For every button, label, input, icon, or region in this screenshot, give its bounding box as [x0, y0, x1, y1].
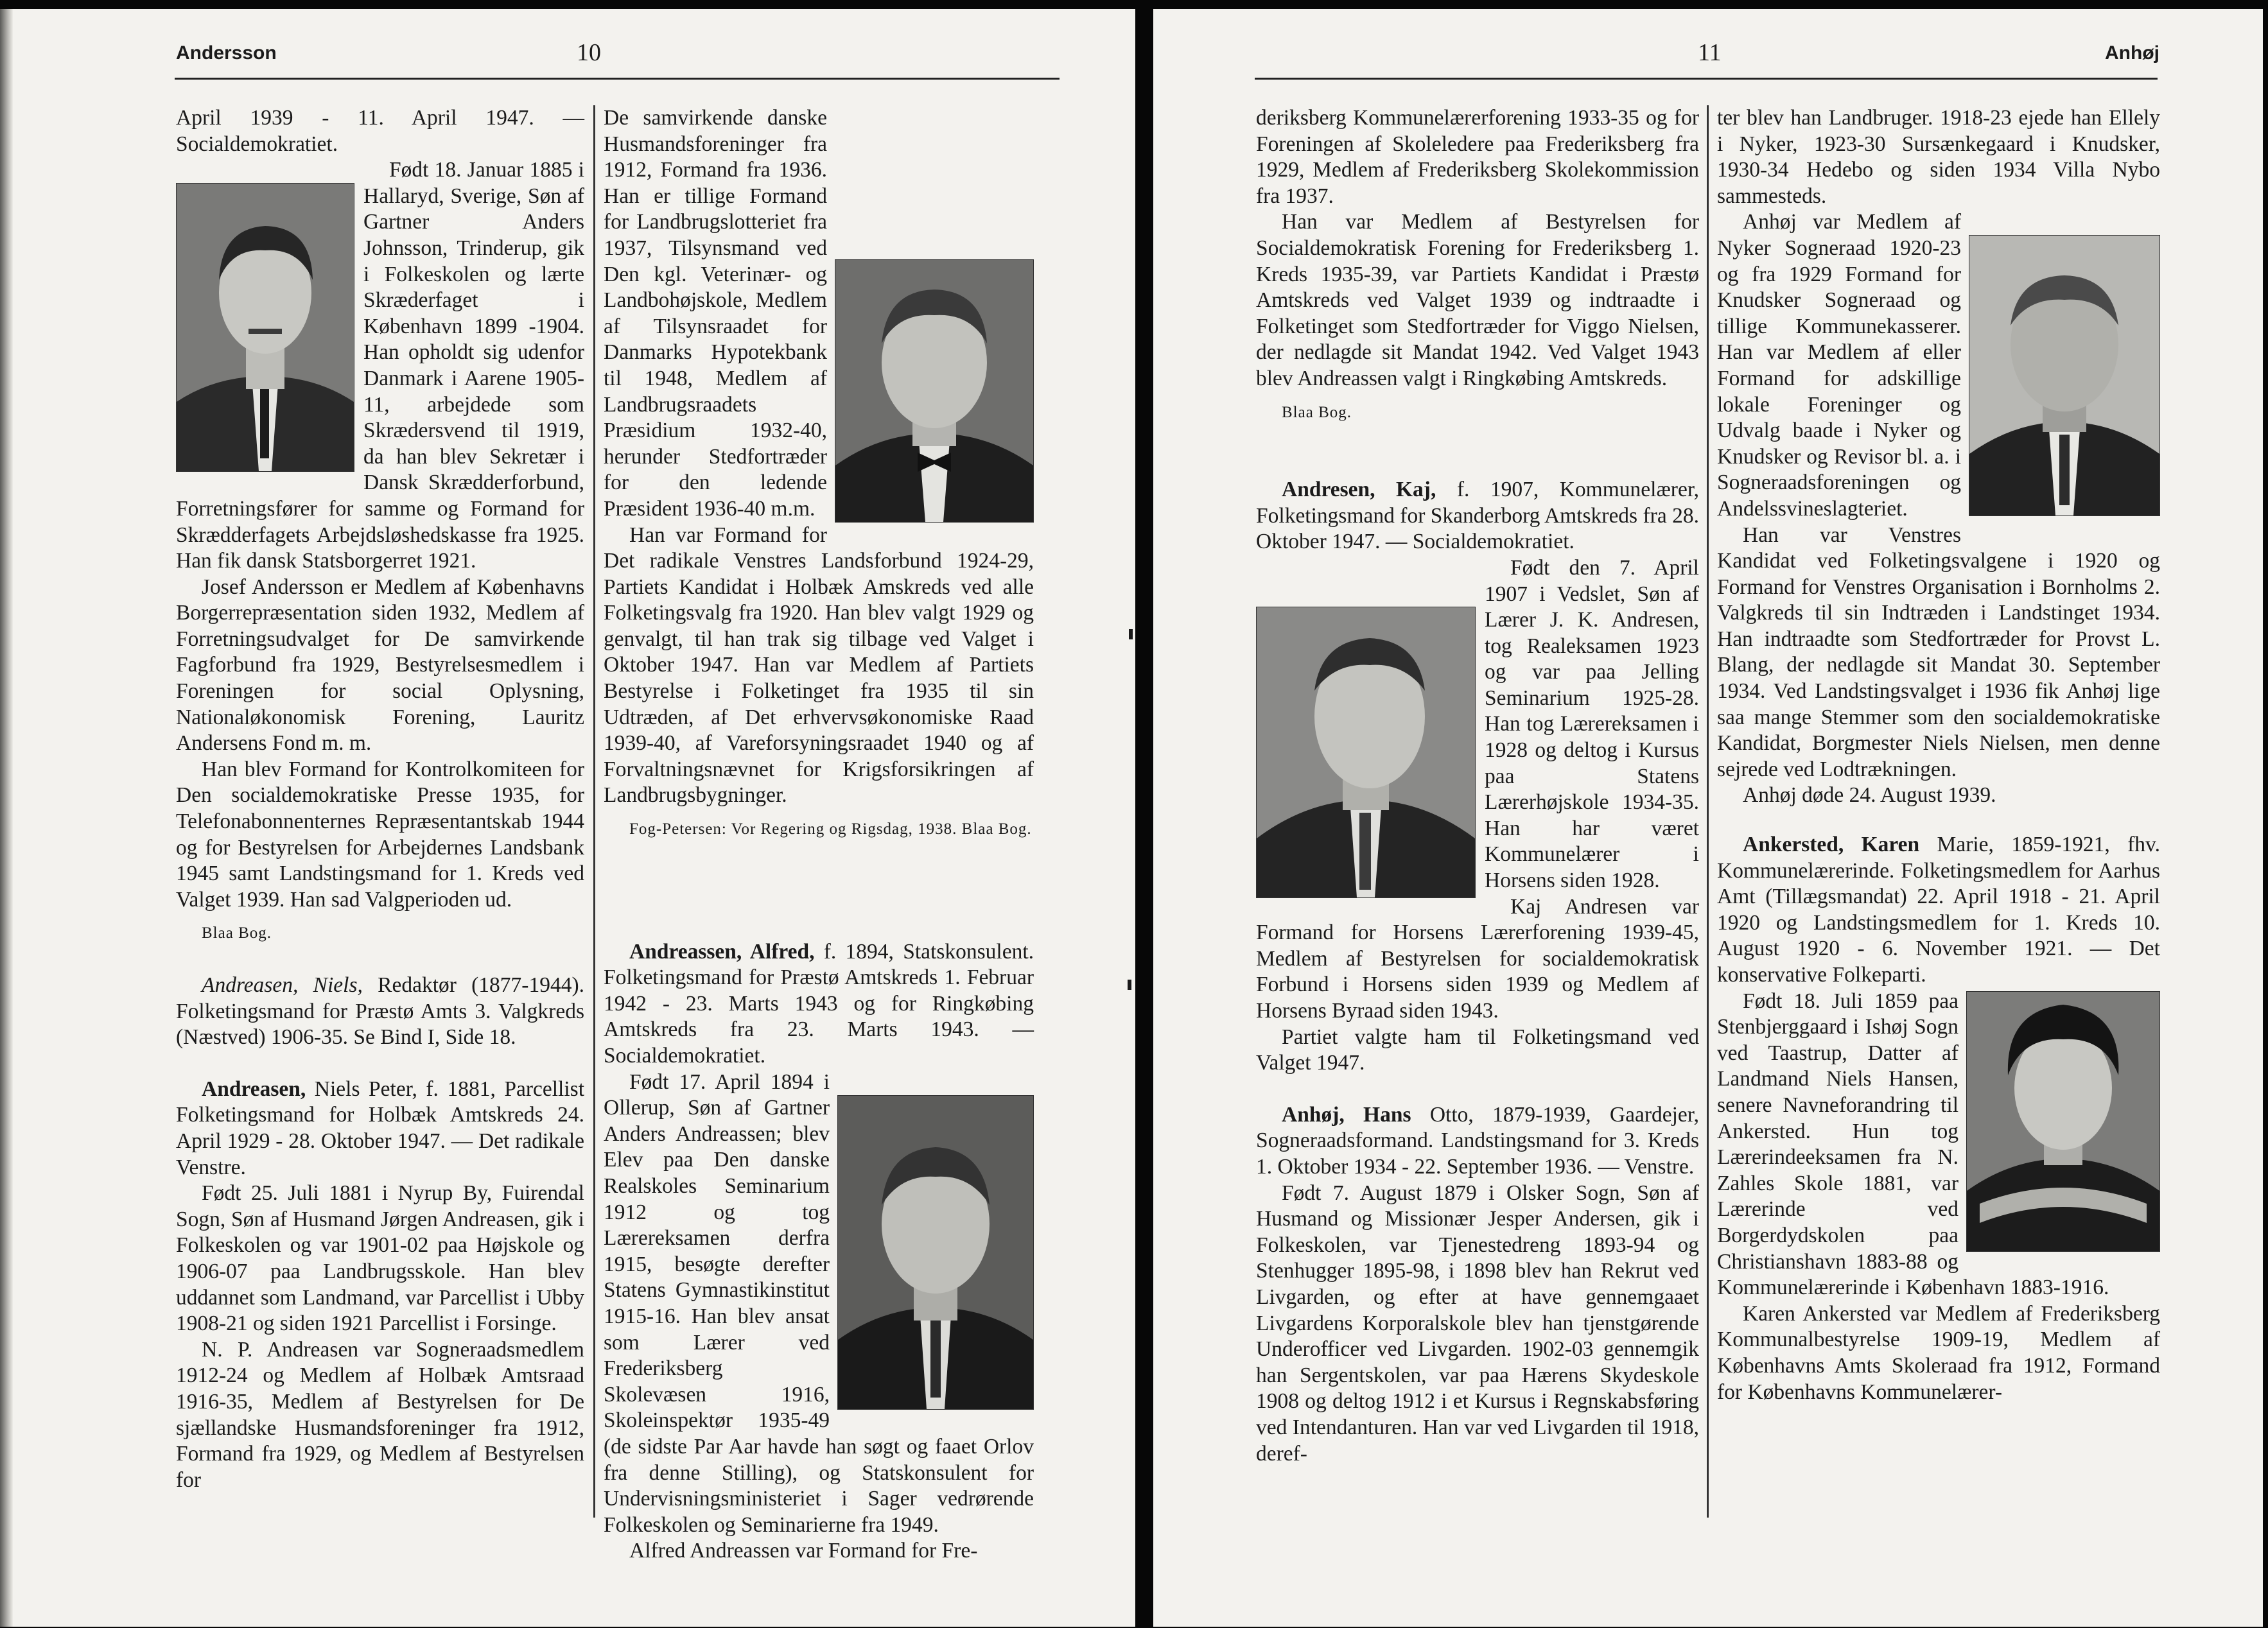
entry-summary: Redaktør (1877-1944). Folketingsmand for Præstø Amts 3. Valgkreds (Næstved) 1906-35. Se Bind I, Side 18. — [176, 973, 584, 1050]
source-note: Blaa Bog. — [202, 924, 272, 942]
left-page — [0, 9, 1135, 1627]
column-divider — [593, 105, 595, 1518]
paragraph: Født 17. April 1894 i Ollerup, Søn af Gartner Anders Andreassen; blev Elev paa Den danske Realskoles Seminarium 1912 og tog Lærereksamen derfra 1915, besøgte derefter Statens Gymnastikinstitut 1915-16. Han blev ansat som Lærer ved Frederiksberg Skolevæsen 1916, Skoleinspektør 1935-49 (de sidste Par Aar havde han søgt og faaet Orlov fra denne Stilling), og Statskonsulent for Undervisningsministeriet i Sager vedrørende Folkeskolen og Seminarierne fra 1949. — [604, 1069, 1034, 1537]
page-number-right: 11 — [1698, 39, 1722, 66]
paragraph: Partiet valgte ham til Folketingsmand ved Valget 1947. — [1256, 1025, 1699, 1075]
running-header-left: Andersson — [176, 42, 277, 64]
paragraph: Anhøj var Medlem af Nyker Sogneraad 1920-23 og fra 1929 Formand for Knudsker Sogneraad og tillige Kommunekasserer. Han var Medlem af eller Formand for adskillige lokale Foreninger og Udvalg baade i Nyker og Knudsker og Revisor bl. a. i Sogneraadsforeningen og Andelssvineslagteriet. — [1717, 210, 1961, 521]
portrait-photo-niels-peter-andreasen — [835, 259, 1034, 523]
paragraph: Kaj Andresen var Formand for Horsens Lærerforening 1939-45, Medlem af Bestyrelsen for socialdemokratisk Forbund i Horsens siden 1939 og Medlem af Horsens Byraad siden 1943. — [1256, 894, 1699, 1023]
paragraph: Alfred Andreassen var Formand for Fre- — [629, 1539, 978, 1563]
column-divider — [1707, 105, 1709, 1518]
right-page — [1153, 9, 2263, 1627]
entry-name: Anhøj, Hans — [1282, 1102, 1411, 1127]
paragraph: N. P. Andreasen var Sogneraadsmedlem 1912-24 og Medlem af Holbæk Amtsraad 1916-35, Medlem af Bestyrelsen for De sjællandske Husmandsforeninger fra 1912, Formand fra 1929, og Medlem af Bestyrelsen for — [176, 1337, 584, 1492]
entry-name: Andreasen, Niels, — [202, 973, 363, 997]
left-column-1 — [176, 105, 584, 1493]
source-note: Blaa Bog. — [1282, 403, 1352, 421]
paragraph: ter blev han Landbruger. 1918-23 ejede han Ellely i Nyker, 1923-30 Sursænkegaard i Knudsker, 1930-34 Hedebo og siden 1934 Villa Nybo sammesteds. — [1717, 106, 2160, 208]
running-header-right: Anhøj — [2105, 42, 2159, 64]
paragraph: Han var Formand for Det radikale Venstres Landsforbund 1924-29, Partiets Kandidat i Holbæk Amskreds ved alle Folketingsvalg fra 1920. Han blev valgt 1929 og genvalgt, til han trak sig tilbage ved Valget i Oktober 1947. Han var Medlem af Partiets Bestyrelse i Folketinget fra 1935 til sin Udtræden, af Det erhvervsøkonomiske Raad 1939-40, af Vareforsyningsraadet 1940 og af Forvaltningsnævnet for Krigsforsikringen af Landbrugsbygninger. — [604, 523, 1034, 808]
paragraph: deriksberg Kommunelærerforening 1933-35 og for Foreningen af Skoleledere paa Frederiksberg fra 1929, Medlem af Frederiksberg Skolekommission fra 1937. — [1256, 106, 1699, 208]
paragraph: Født den 7. April 1907 i Vedslet, Søn af Lærer J. K. Andresen, tog Realeksamen 1923 og var paa Jelling Seminarium 1925-28. Han tog Lærereksamen i 1928 og deltog i Kursus paa Statens Lærerhøjskole 1934-35. Han har været Kommunelærer i Horsens siden 1928. — [1485, 555, 1699, 893]
paragraph: Han var Venstres Kandidat ved Folketingsvalgene i 1920 og Formand for Venstres Organisation i Bornholms 2. Valgkreds til sin Indtræden i Landstinget 1934. Han indtraadte som Stedfortræder for Provst L. Blang, der nedlagde sit Mandat 30. September 1934. Ved Landstingsvalget i 1936 fik Anhøj lige saa mange Stemmer som den socialdemokratiske Kandidat, Borgmester Niels Nielsen, men denne sejrede ved Lodtrækningen. — [1717, 523, 2160, 781]
portrait-photo-karen-ankersted — [1966, 991, 2160, 1252]
right-column-1 — [1256, 105, 1699, 1467]
header-rule — [1255, 78, 2158, 80]
paragraph: April 1939 - 11. April 1947. — Socialdemokratiet. — [176, 106, 584, 156]
header-rule — [175, 78, 1060, 80]
left-column-2 — [604, 105, 1034, 1564]
entry-name: Andreassen, Alfred, — [629, 939, 815, 964]
portrait-photo-kaj-andresen — [1256, 607, 1476, 898]
margin-mark — [1129, 629, 1133, 639]
paragraph: Født 18. Juli 1859 paa Stenbjerggaard i Ishøj Sogn ved Taastrup, Datter af Landmand Niels Hansen, senere Navneforandring til Ankersted. Hun tog Lærerindeeksamen fra N. Zahles Skole 1881, var Lærerinde ved Borgerdydskolen paa Christianshavn 1883-88 og Kommunelærerinde i København 1883-1916. — [1717, 989, 2109, 1300]
entry-summary: f. 1894, Statskonsulent. Folketingsmand for Præstø Amtskreds 1. Februar 1942 - 23. Marts 1943 og for Ringkøbing Amtskreds fra 23. Marts 1943. — Socialdemokratiet. — [604, 939, 1034, 1068]
entry-summary: f. 1907, Kommunelærer, Folketingsmand for Skanderborg Amtskreds fra 28. Oktober 1947. — Socialdemokratiet. — [1256, 478, 1700, 554]
portrait-photo-josef-andersson — [176, 183, 354, 472]
paragraph: Anhøj døde 24. August 1939. — [1743, 783, 1996, 808]
paragraph: Han blev Formand for Kontrolkomiteen for Den socialdemokratiske Presse 1935, for Telefonabonnenternes Repræsentantskab 1944 og for Bestyrelsen for Arbejdernes Landsbank 1945 samt Landstingsmand for 1. Kreds ved Valget 1939. Han sad Valgperioden ud. — [176, 757, 584, 912]
paragraph: Han var Medlem af Bestyrelsen for Socialdemokratisk Forening for Frederiksberg 1. Kreds 1935-39, var Partiets Kandidat i Præstø Amtskreds ved Valget 1939 og indtraadte i Folketinget som Stedfortræder for Viggo Nielsen, der nedlagde sit Mandat 1942. Ved Valget 1943 blev Andreassen valgt i Ringkøbing Amtskreds. — [1256, 210, 1699, 390]
entry-summary: Marie, 1859-1921, fhv. Kommunelærerinde. Folketingsmedlem for Aarhus Amt (Tillægsmandat) 22. April 1918 - 21. April 1920 og Landstingsmedlem for 1. Kreds 10. August 1920 - 6. November 1921. — Det konservative Folkeparti. — [1717, 833, 2160, 987]
margin-mark — [1128, 980, 1131, 990]
paragraph: Josef Andersson er Medlem af Københavns Borgerrepræsentation siden 1932, Medlem af Forretningsudvalget for De samvirkende Fagforbund fra 1929, Bestyrelsesmedlem i Foreningen for social Oplysning, Nationaløkonomisk Forening, Lauritz Andersens Fond m. m. — [176, 575, 584, 756]
portrait-photo-hans-anhoj — [1969, 235, 2160, 516]
paragraph: Født 18. Januar 1885 i Hallaryd, Sverige, Søn af Gartner Anders Johnsson, Trinderup, gik i Folkeskolen og lærte Skræderfaget i København 1899 -1904. Han opholdt sig udenfor Danmark i Aarene 1905-11, arbejdede som Skrædersvend til 1919, da han blev Sekretær i Dansk Skrædderforbund, Forretningsfører for samme og Formand for Skrædderfagets Arbejdsløshedskasse fra 1925. Han fik dansk Statsborgerret 1921. — [176, 158, 584, 573]
entry-name: Ankersted, Karen — [1743, 833, 1920, 857]
entry-summary: Niels Peter, f. 1881, Parcellist Folketingsmand for Holbæk Amtskreds 24. April 1929 - 28. Oktober 1947. — Det radikale Venstre. — [176, 1077, 585, 1179]
entry-summary: Otto, 1879-1939, Gaardejer, Sogneraadsformand. Landstingsmand for 3. Kreds 1. Oktober 1934 - 22. September 1936. — Venstre. — [1256, 1102, 1699, 1179]
entry-name: Andresen, Kaj, — [1282, 478, 1436, 502]
right-column-2 — [1717, 105, 2160, 1405]
entry-name: Andreasen, — [202, 1077, 306, 1101]
paragraph: Født 7. August 1879 i Olsker Sogn, Søn af Husmand og Missionær Jesper Andersen, gik i Folkeskolen, var Tjenestedreng 1893-94 og Stenhugger 1895-98, i 1898 blev han Rekrut ved Livgarden, og efter at have gennemgaaet Livgardens Korporalskole blev han tjenstgørende Underofficer ved Livgarden. 1902-03 gennemgik han Sergentskolen, var paa Hærens Skydeskole 1908 og deltog 1912 i et Kursus i Regnskabsføring ved Intendanturen. Han var ved Livgarden til 1918, deref- — [1256, 1181, 1699, 1466]
portrait-photo-alfred-andreassen — [837, 1095, 1034, 1410]
paragraph: Født 25. Juli 1881 i Nyrup By, Fuirendal Sogn, Søn af Husmand Jørgen Andreasen, gik i Folkeskolen og var 1901-02 paa Højskole og 1906-07 paa Landbrugsskole. Han blev uddannet som Landmand, var Parcellist i Ubby 1908-21 og siden 1921 Parcellist i Forsinge. — [176, 1181, 584, 1336]
paragraph: Karen Ankersted var Medlem af Frederiksberg Kommunalbestyrelse 1909-19, Medlem af Københavns Amts Skoleraad fra 1912, Formand for Københavns Kommunelærer- — [1717, 1301, 2160, 1404]
paragraph: De samvirkende danske Husmandsforeninger fra 1912, Formand fra 1936. Han er tillige Formand for Landbrugslotteriet fra 1937, Tilsynsmand ved Den kgl. Veterinær- og Landbohøjskole, Medlem af Tilsynsraadet for Danmarks Hypotekbank til 1948, Medlem af Landbrugsraadets Præsidium 1932-40, herunder Stedfortræder for den ledende Præsident 1936-40 m.m. — [604, 106, 827, 521]
source-note: Fog-Petersen: Vor Regering og Rigsdag, 1938. Blaa Bog. — [629, 820, 1032, 838]
page-edge-shadow — [0, 9, 13, 1627]
page-number-left: 10 — [577, 39, 601, 66]
